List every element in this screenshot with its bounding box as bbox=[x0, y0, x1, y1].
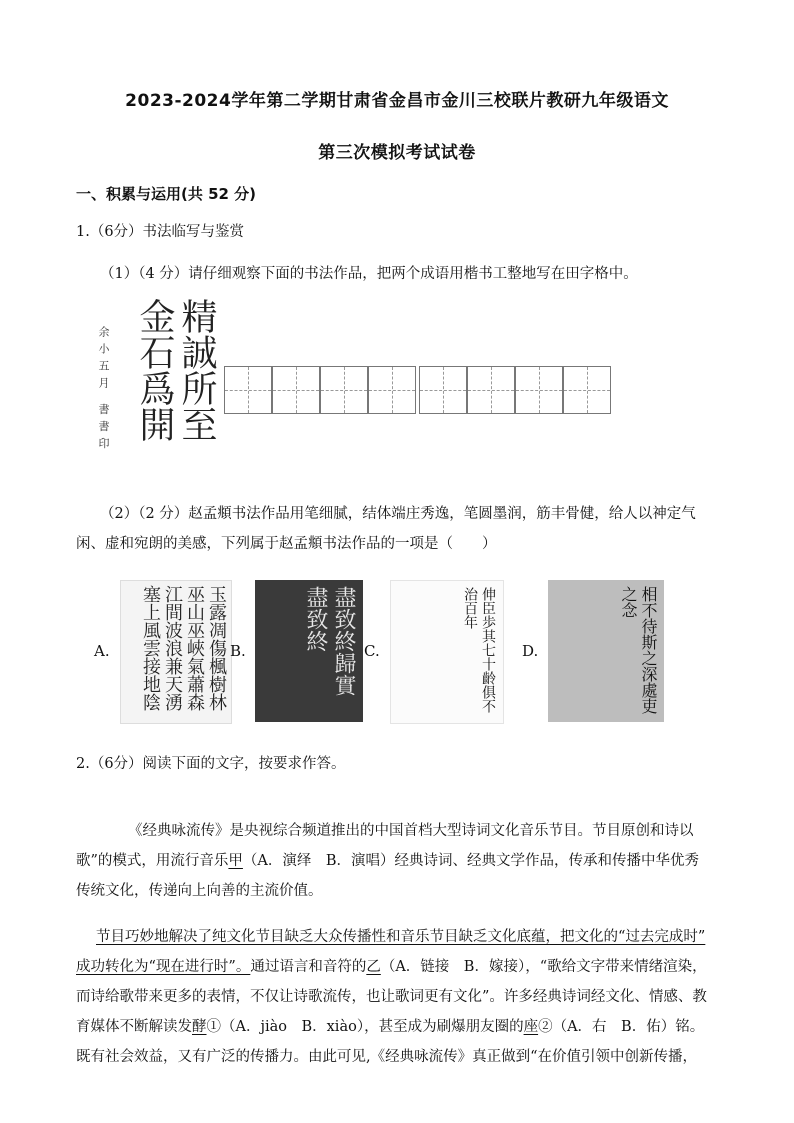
question-2-label: 2.（6分）阅读下面的文字，按要求作答。 bbox=[76, 756, 346, 772]
paper-title-line2: 第三次模拟考试试卷 bbox=[318, 143, 476, 163]
option-d-chars: 相不待斯之深處吏之念 bbox=[619, 586, 658, 714]
option-d-image[interactable] bbox=[548, 580, 664, 722]
circle-marker-1[interactable]: ① bbox=[206, 1019, 221, 1035]
text-span: （A．链接 B．嫁接），“歌给文字带来情绪渲染， bbox=[380, 959, 707, 975]
circle-marker-2[interactable]: ② bbox=[538, 1019, 553, 1035]
grid-cell[interactable] bbox=[419, 366, 467, 414]
calligraphy-artwork bbox=[88, 298, 218, 488]
tianzige-grid[interactable] bbox=[224, 366, 614, 416]
question-1-sub1: （1）（4 分）请仔细观察下面的书法作品，把两个成语用楷书工整地写在田字格中。 bbox=[100, 266, 638, 282]
option-d-label[interactable]: D. bbox=[522, 642, 539, 660]
grid-cell[interactable] bbox=[272, 366, 320, 414]
underlined-sentence: 成功转化为“现在进行时”。 bbox=[76, 959, 251, 975]
option-b-image[interactable] bbox=[255, 580, 363, 722]
option-b-label[interactable]: B. bbox=[230, 642, 246, 660]
char-zuo: 座 bbox=[523, 1019, 539, 1035]
q2-paragraph2-line4 bbox=[76, 1016, 704, 1038]
blank-yi[interactable]: 乙 bbox=[366, 959, 381, 975]
text-span: （A．演绎 B．演唱）经典诗词、经典文学作品，传承和传播中华优秀 bbox=[242, 853, 700, 869]
option-c-chars: 伸臣歩其七十齡俱不治百年 bbox=[462, 587, 496, 713]
q2-paragraph2-line5: 既有社会效益，又有广泛的传播力。由此可见,《经典咏流传》真正做到“在价值引领中创新传播， bbox=[76, 1049, 698, 1065]
grid-cell[interactable] bbox=[563, 366, 611, 414]
calligraphy-inscription: 余小五月 書書印 bbox=[97, 326, 110, 455]
q2-paragraph2-line2 bbox=[76, 956, 707, 978]
text-span: 通过语言和音符的 bbox=[250, 959, 367, 975]
question-1-label: 1.（6分）书法临写与鉴赏 bbox=[76, 224, 245, 240]
grid-cell[interactable] bbox=[515, 366, 563, 414]
text-span: 育媒体不断解读发 bbox=[76, 1019, 192, 1035]
blank-jia[interactable]: 甲 bbox=[228, 853, 243, 869]
q2-paragraph2-line3: 而诗给歌带来更多的表情，不仅让诗歌流传，也让歌词更有文化”。许多经典诗词经文化、情感、教 bbox=[76, 989, 707, 1005]
option-c-image[interactable] bbox=[390, 580, 504, 724]
grid-cell[interactable] bbox=[467, 366, 515, 414]
q2-paragraph1-line1: 《经典咏流传》是央视综合频道推出的中国首档大型诗词文化音乐节目。节目原创和诗以 bbox=[128, 823, 694, 839]
grid-cell[interactable] bbox=[320, 366, 368, 414]
text-span: 歌”的模式，用流行音乐 bbox=[76, 853, 229, 869]
question-1-sub2-line1: （2）（2 分）赵孟頫书法作品用笔细腻，结体端庄秀逸，笔圆墨润，筋丰骨健，给人以神定气 bbox=[100, 506, 696, 522]
char-jiao: 酵 bbox=[192, 1019, 207, 1035]
option-a-image[interactable] bbox=[120, 580, 232, 724]
text-span: （A．右 B．佑）铭。 bbox=[552, 1019, 705, 1035]
grid-cell[interactable] bbox=[224, 366, 272, 414]
text-span: （A．jiào B．xiào），甚至成为刷爆朋友圈的 bbox=[221, 1019, 524, 1035]
section-heading: 一、积累与运用(共 52 分) bbox=[76, 185, 257, 203]
question-1-sub2-line2: 闲、虚和宛朗的美感，下列属于赵孟頫书法作品的一项是（ ） bbox=[76, 536, 497, 552]
grid-cell[interactable] bbox=[368, 366, 416, 414]
calligraphy-column-right: 精誠所至 bbox=[176, 298, 217, 442]
calligraphy-column-left: 金石爲開 bbox=[134, 298, 175, 442]
option-c-label[interactable]: C. bbox=[364, 642, 380, 660]
q2-paragraph2-line1: 节目巧妙地解决了纯文化节目缺乏大众传播性和音乐节目缺乏文化底蕴，把文化的“过去完成时” bbox=[96, 929, 706, 945]
q2-paragraph1-line3: 传统文化，传递向上向善的主流价值。 bbox=[76, 883, 323, 899]
paper-title-line1: 2023-2024学年第二学期甘肃省金昌市金川三校联片教研九年级语文 bbox=[125, 91, 669, 111]
q2-paragraph1-line2 bbox=[76, 850, 699, 872]
option-a-label[interactable]: A. bbox=[94, 642, 110, 660]
option-a-chars: 玉露凋傷楓樹林巫山巫峽氣蕭森江間波浪兼天湧塞上風雲接地陰 bbox=[140, 585, 227, 711]
option-b-chars: 盡致終歸實盡致終 bbox=[303, 586, 356, 696]
